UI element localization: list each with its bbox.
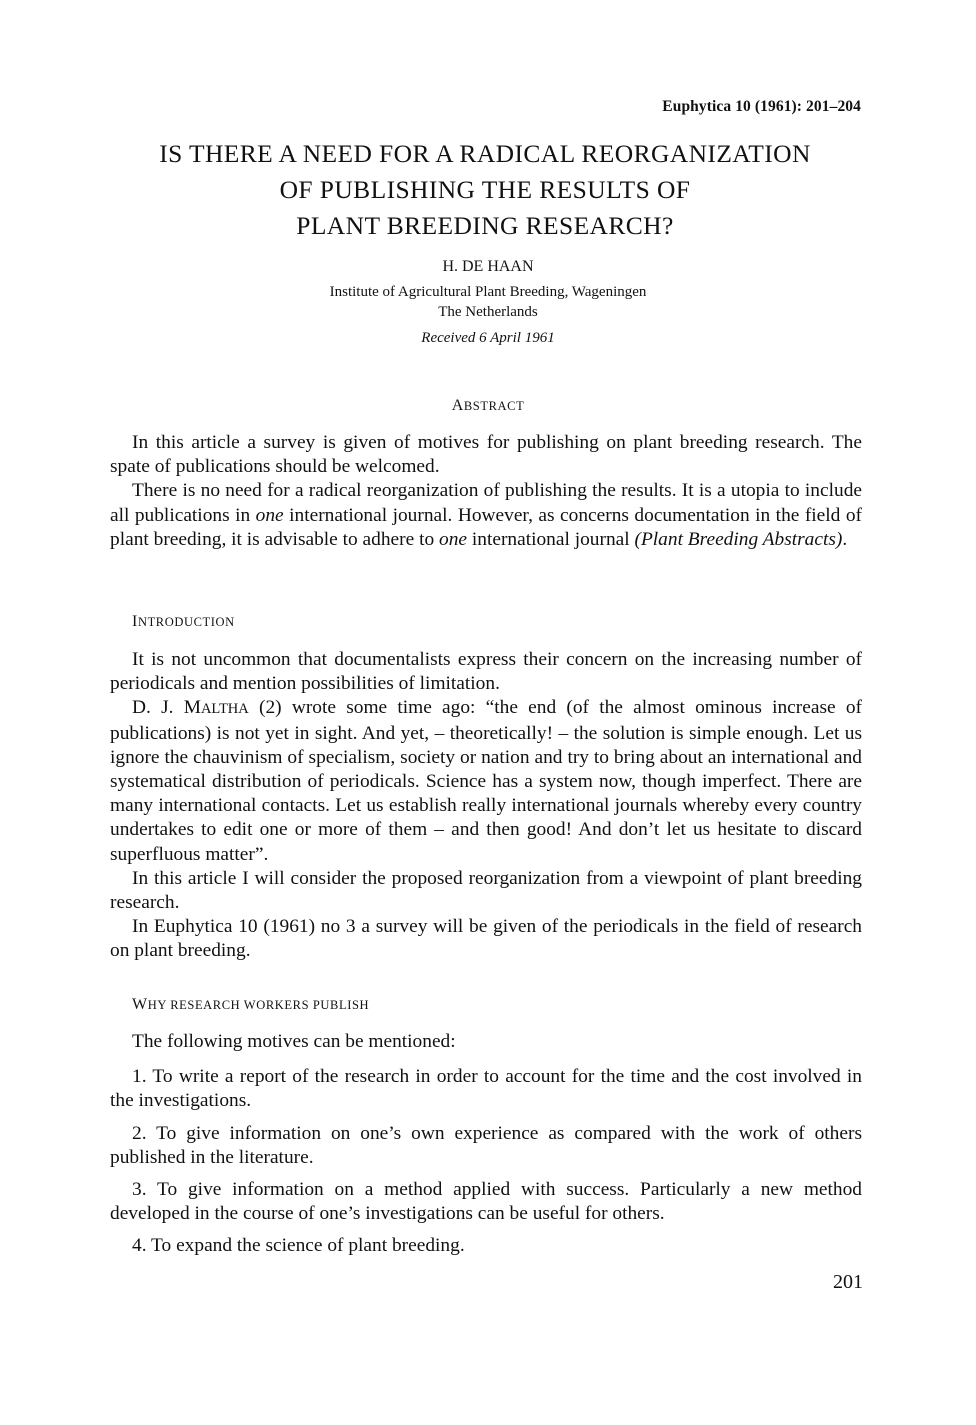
abstract-heading-rest: BSTRACT xyxy=(463,399,525,413)
motive-item: 1. To write a report of the research in order to account for the time and the cost involved in the investigations. xyxy=(110,1066,862,1112)
abstract-heading xyxy=(0,397,976,415)
why-heading xyxy=(132,996,369,1014)
abstract-paragraph-2 xyxy=(110,479,862,552)
cited-author-name xyxy=(184,697,249,718)
author-initials: D. J. xyxy=(132,697,184,719)
journal-title-emphasis: (Plant Breeding Abstracts) xyxy=(634,528,843,550)
abstract-text-segment: There is no need for a radical reorganization of publishing the results. It is a utopia to include all publications in xyxy=(110,480,862,526)
author-name: H. DE HAAN xyxy=(442,258,534,275)
affiliation-line-1: Institute of Agricultural Plant Breeding, Wageningen xyxy=(329,284,647,300)
why-heading-rest: HY RESEARCH WORKERS PUBLISH xyxy=(147,998,370,1012)
cited-author-initial: M xyxy=(183,697,201,719)
emphasis-one: one xyxy=(255,504,284,526)
page-number: 201 xyxy=(833,1271,863,1293)
motive-item: 3. To give information on a method applied with success. Particularly a new method developed in the course of one’s investigations can be useful for others. xyxy=(110,1179,862,1225)
motive-item: 4. To expand the science of plant breeding. xyxy=(132,1235,465,1257)
abstract-text-segment: international journal xyxy=(467,528,635,550)
introduction-paragraph-2 xyxy=(110,696,862,866)
abstract-body xyxy=(110,431,862,552)
quotation-text: (2) wrote some time ago: “the end (of the almost ominous increase of publications) is not yet in sight. And yet, – theoretically! – the solution is simple enough. Let us ignore the chauvinism of specialism, society or nation and try to bring about an international and systematical distribution of periodicals. Science has a system now, though imperfect. There are many international contacts. Let us establish really international journals whereby every country undertakes to edit one or more of them – and then good! And don’t let us hesitate to discard superfluous matter”. xyxy=(110,697,862,865)
title-line-2: OF PUBLISHING THE RESULTS OF xyxy=(279,175,691,204)
cited-author-rest: ALTHA xyxy=(200,701,249,718)
introduction-heading xyxy=(132,613,235,631)
why-heading-initial: W xyxy=(132,996,148,1013)
introduction-heading-rest: NTRODUCTION xyxy=(137,615,235,629)
emphasis-one: one xyxy=(439,528,468,550)
affiliation-line-2: The Netherlands xyxy=(438,304,538,320)
abstract-text-segment: international journal. However, as concerns documentation in the field of plant breeding, it is advisable to adhere to xyxy=(110,504,862,550)
abstract-paragraph-1: In this article a survey is given of motives for publishing on plant breeding research. The spate of publications should be welcomed. xyxy=(110,432,862,478)
introduction-paragraph-4: In Euphytica 10 (1961) no 3 a survey will be given of the periodicals in the field of research on plant breeding. xyxy=(110,916,862,962)
introduction-heading-initial: I xyxy=(132,613,138,630)
received-date: Received 6 April 1961 xyxy=(421,330,555,346)
introduction-paragraph-1: It is not uncommon that documentalists express their concern on the increasing number of periodicals and mention possibilities of limitation. xyxy=(110,649,862,695)
article-title xyxy=(90,136,880,244)
why-body xyxy=(110,1030,862,1267)
motive-item: 2. To give information on one’s own experience as compared with the work of others published in the literature. xyxy=(110,1122,862,1168)
abstract-text-segment: . xyxy=(842,528,848,550)
motives-lead: The following motives can be mentioned: xyxy=(132,1031,456,1052)
abstract-heading-initial: A xyxy=(451,397,464,414)
running-head: Euphytica 10 (1961): 201–204 xyxy=(662,98,861,115)
introduction-paragraph-3: In this article I will consider the proposed reorganization from a viewpoint of plant breeding research. xyxy=(110,867,862,914)
title-line-3: PLANT BREEDING RESEARCH? xyxy=(296,211,674,240)
title-line-1: IS THERE A NEED FOR A RADICAL REORGANIZATION xyxy=(159,139,811,168)
introduction-body xyxy=(110,648,862,964)
